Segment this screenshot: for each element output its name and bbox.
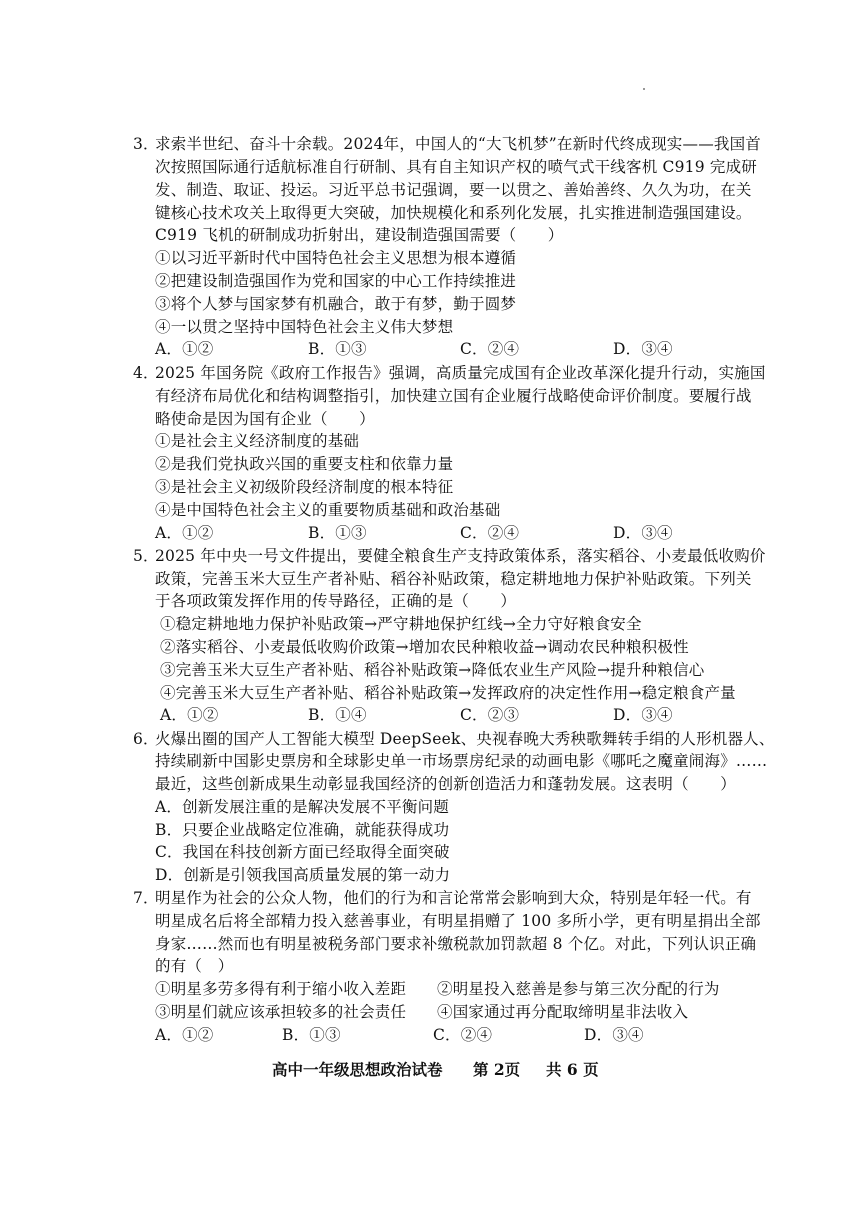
choice-d: D．③④ [613,340,673,358]
choice-d: D．③④ [584,1026,644,1044]
choice-c: C．②④ [433,1026,493,1044]
question-text: 键核心技术攻关上取得更大突破，加快规模化和系列化发展，扎实推进制造强国建设。 [155,204,752,222]
statement-option: ④一以贯之坚持中国特色社会主义伟大梦想 [155,318,454,336]
scan-speck [643,88,645,90]
question-text: 于各项政策发挥作用的传导路径，正确的是（ ） [155,592,517,610]
choice-d: D．创新是引领我国高质量发展的第一动力 [155,866,451,884]
page-total: 共 6 页 [546,1060,599,1079]
question-text: 身家……然而也有明星被税务部门要求补缴税款加罚款超 8 个亿。对此，下列认识正确 [155,935,757,953]
question-text: 求索半世纪、奋斗十余载。2024年，中国人的“大飞机梦”在新时代终成现实——我国首 [155,135,761,153]
question-text: 的有（ ） [155,957,234,975]
question-text: 有经济布局优化和结构调整指引，加快建立国有企业履行战略使命评价制度。要履行战 [155,387,752,405]
statement-option: ②是我们党执政兴国的重要支柱和依靠力量 [155,455,454,473]
question-number: 5． [133,547,159,565]
question-text: 发、制造、取证、投运。习近平总书记强调，要一以贯之、善始善终、久久为功，在关 [155,181,752,199]
question-text: C919 飞机的研制成功折射出，建设制造强国需要（ ） [155,226,564,244]
choice-b: B．只要企业战略定位准确，就能获得成功 [155,821,450,839]
choice-d: D．③④ [613,524,673,542]
statement-option: ③完善玉米大豆生产者补贴、稻谷补贴政策→降低农业生产风险→提升种粮信心 [160,661,705,679]
question-number: 7． [133,889,159,907]
question-text: 火爆出圈的国产人工智能大模型 DeepSeek、央视春晚大秀秧歌舞转手绢的人形机器人、 [155,730,775,748]
statement-option: ②落实稻谷、小麦最低收购价政策→增加农民种粮收益→调动农民种粮积极性 [160,638,689,656]
statement-option: ③是社会主义初级阶段经济制度的根本特征 [155,478,454,496]
statement-option: ①明星多劳多得有利于缩小收入差距 [155,980,407,998]
choice-c: C．②④ [460,340,520,358]
question-text: 2025 年国务院《政府工作报告》强调，高质量完成国有企业改革深化提升行动，实施国 [155,364,766,382]
question-text: 次按照国际通行适航标准自行研制、具有自主知识产权的喷气式干线客机 C919 完成研 [155,158,758,176]
statement-option: ②明星投入慈善是参与第三次分配的行为 [437,980,720,998]
question-number: 6． [133,730,159,748]
choice-b: B．①③ [308,524,367,542]
choice-a: A．①② [155,1026,214,1044]
choice-a: A．创新发展注重的是解决发展不平衡问题 [155,798,449,816]
question-number: 4． [133,364,159,382]
choice-a: A．①② [155,340,214,358]
question-text: 最近，这些创新成果生动彰显我国经济的创新创造活力和蓬勃发展。这表明（ ） [155,775,736,793]
statement-option: ①稳定耕地地力保护补贴政策→严守耕地保护红线→全力守好粮食安全 [160,615,642,633]
choice-b: B．①④ [308,706,367,724]
choice-a: A．①② [155,524,214,542]
statement-option: ②把建设制造强国作为党和国家的中心工作持续推进 [155,272,517,290]
question-text: 持续刷新中国影史票房和全球影史单一市场票房纪录的动画电影《哪吒之魔童闹海》…… [155,752,768,770]
page-number: 第 2页 [473,1060,521,1079]
choice-a: A．①② [160,706,219,724]
choice-b: B．①③ [308,340,367,358]
choice-b: B．①③ [282,1026,341,1044]
question-text: 明星作为社会的公众人物，他们的行为和言论常常会影响到大众，特别是年轻一代。有 [155,889,752,907]
statement-option: ③明星们就应该承担较多的社会责任 [155,1003,407,1021]
statement-option: ①以习近平新时代中国特色社会主义思想为根本遵循 [155,249,517,267]
choice-c: C．②③ [460,706,520,724]
exam-title: 高中一年级思想政治试卷 [272,1060,443,1079]
choice-c: C．②④ [460,524,520,542]
statement-option: ④国家通过再分配取缔明星非法收入 [437,1003,689,1021]
statement-option: ①是社会主义经济制度的基础 [155,432,360,450]
choice-d: D．③④ [613,706,673,724]
statement-option: ③将个人梦与国家梦有机融合，敢于有梦，勤于圆梦 [155,295,517,313]
statement-option: ④完善玉米大豆生产者补贴、稻谷补贴政策→发挥政府的决定性作用→稳定粮食产量 [160,684,736,702]
choice-c: C．我国在科技创新方面已经取得全面突破 [155,843,450,861]
question-text: 略使命是因为国有企业（ ） [155,410,375,428]
question-text: 明星成名后将全部精力投入慈善事业，有明星捐赠了 100 多所小学，更有明星捐出全部 [155,912,761,930]
question-text: 政策，完善玉米大豆生产者补贴、稻谷补贴政策，稳定耕地地力保护补贴政策。下列关 [155,570,752,588]
question-text: 2025 年中央一号文件提出，要健全粮食生产支持政策体系，落实稻谷、小麦最低收购价 [155,547,766,565]
statement-option: ④是中国特色社会主义的重要物质基础和政治基础 [155,501,501,519]
question-number: 3． [133,135,159,153]
